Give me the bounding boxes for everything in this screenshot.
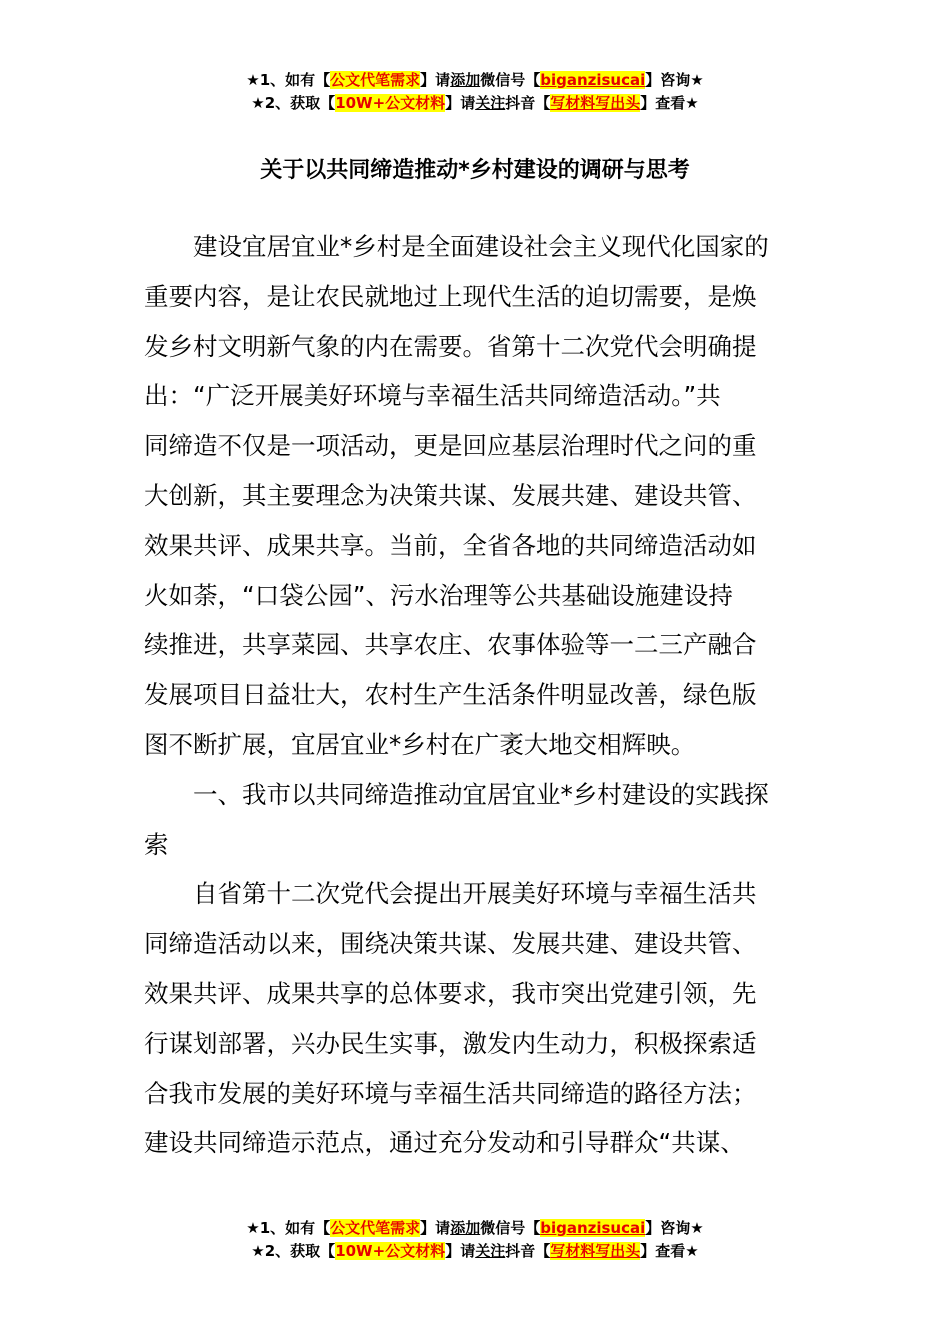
banner-text: 微信号【 (480, 1219, 541, 1237)
paragraph-line: 同缔造不仅是一项活动，更是回应基层治理时代之问的重 (144, 431, 757, 461)
banner-text: ★2、获取【 (251, 1242, 336, 1260)
banner-text: 抖音【 (505, 1242, 551, 1260)
banner-highlight-materials: 10W+公文材料 (335, 1242, 446, 1260)
banner-text: 】请 (445, 1242, 476, 1260)
banner-underline: 关注 (475, 1242, 506, 1260)
paragraph-line: 发展项目日益壮大，农村生产生活条件明显改善，绿色版 (144, 680, 757, 710)
banner-text: 微信号【 (480, 71, 541, 89)
banner-line-2 (0, 1240, 950, 1263)
banner-text: ★1、如有【 (246, 71, 331, 89)
banner-underline: 关注 (475, 94, 506, 112)
footer-banner (0, 1217, 950, 1263)
banner-douyin-account[interactable]: 写材料写出头 (550, 94, 641, 112)
paragraph-line: 建设宜居宜业*乡村是全面建设社会主义现代化国家的 (193, 232, 769, 261)
banner-underline: 添加 (450, 1219, 481, 1237)
banner-text: 】查看★ (640, 94, 699, 112)
paragraph-line: 建设共同缔造示范点，通过充分发动和引导群众“共谋、 (144, 1128, 745, 1158)
banner-text: 】请 (420, 71, 451, 89)
paragraph-line: 效果共评、成果共享的总体要求，我市突出党建引领，先 (144, 978, 757, 1008)
paragraph-line: 续推进，共享菜园、共享农庄、农事体验等一二三产融合 (144, 630, 757, 660)
paragraph-line: 大创新，其主要理念为决策共谋、发展共建、建设共管、 (144, 480, 757, 510)
banner-text: 】咨询★ (645, 71, 704, 89)
banner-highlight-service: 公文代笔需求 (330, 1219, 421, 1237)
paragraph-line: 发乡村文明新气象的内在需要。省第十二次党代会明确提 (144, 331, 757, 361)
banner-douyin-account[interactable]: 写材料写出头 (550, 1242, 641, 1260)
document-title: 关于以共同缔造推动*乡村建设的调研与思考 (260, 158, 690, 183)
banner-highlight-materials: 10W+公文材料 (335, 94, 446, 112)
banner-text: 】查看★ (640, 1242, 699, 1260)
paragraph-line: 图不断扩展，宜居宜业*乡村在广袤大地交相辉映。 (144, 729, 696, 759)
banner-wechat-id[interactable]: biganzisucai (540, 71, 646, 89)
banner-underline: 添加 (450, 71, 481, 89)
banner-text: ★2、获取【 (251, 94, 336, 112)
banner-line-1 (0, 69, 950, 92)
section-heading-continued: 索 (144, 829, 169, 859)
banner-text: 抖音【 (505, 94, 551, 112)
paragraph-line: 行谋划部署，兴办民生实事，激发内生动力，积极探索适 (144, 1028, 757, 1058)
banner-text: 】请 (445, 94, 476, 112)
paragraph-line: 重要内容，是让农民就地过上现代生活的迫切需要，是焕 (144, 281, 757, 311)
paragraph-line: 出：“广泛开展美好环境与幸福生活共同缔造活动。”共 (144, 381, 721, 411)
banner-highlight-service: 公文代笔需求 (330, 71, 421, 89)
section-heading: 一、我市以共同缔造推动宜居宜业*乡村建设的实践探 (193, 779, 769, 809)
paragraph-line: 火如荼，“口袋公园”、污水治理等公共基础设施建设持 (144, 580, 733, 610)
paragraph-line: 同缔造活动以来，围绕决策共谋、发展共建、建设共管、 (144, 929, 757, 959)
header-banner (0, 69, 950, 115)
banner-line-2 (0, 92, 950, 115)
paragraph-line: 合我市发展的美好环境与幸福生活共同缔造的路径方法； (144, 1078, 757, 1108)
paragraph-line: 效果共评、成果共享。当前，全省各地的共同缔造活动如 (144, 530, 757, 560)
banner-text: 】请 (420, 1219, 451, 1237)
banner-text: 】咨询★ (645, 1219, 704, 1237)
banner-line-1 (0, 1217, 950, 1240)
banner-wechat-id[interactable]: biganzisucai (540, 1219, 646, 1237)
paragraph-line: 自省第十二次党代会提出开展美好环境与幸福生活共 (193, 879, 757, 909)
banner-text: ★1、如有【 (246, 1219, 331, 1237)
document-body (144, 222, 804, 1168)
